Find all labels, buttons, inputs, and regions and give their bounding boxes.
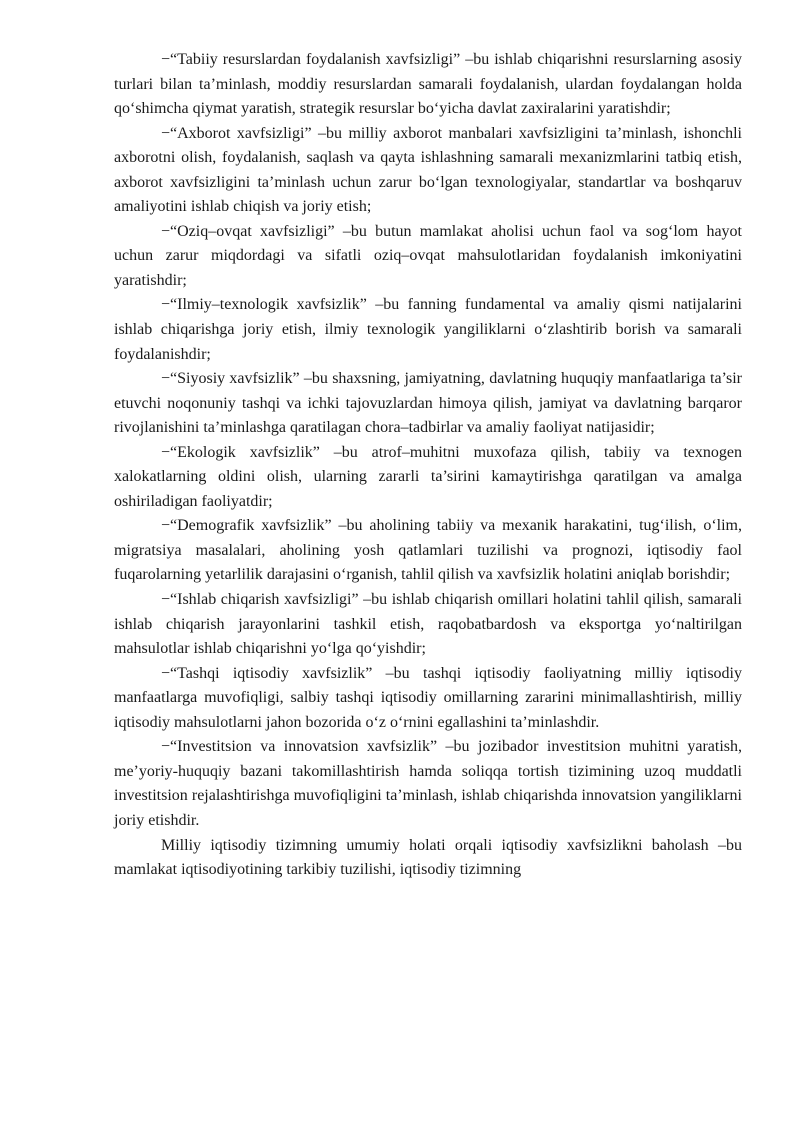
- paragraph-political-security: −“Siyosiy xavfsizlik” –bu shaxsning, jamiyatning, davlatning huquqiy manfaatlariga ta’sir etuvchi noqonuniy tashqi va ichki tajovuzlardan himoya qilish, jamiyat va davlatning barqaror rivojlanishini ta’minlashga qaratilagan chora–tadbirlar va amaliy faoliyat natijasidir;: [114, 370, 742, 437]
- paragraph-production-security: −“Ishlab chiqarish xavfsizligi” –bu ishlab chiqarish omillari holatini tahlil qilish, samarali ishlab chiqarish jarayonlarini tashkil etish, raqobatbardosh va eksportga yo‘naltirilgan mahsulotlar ishlab chiqarishni yo‘lga qo‘yishdir;: [114, 591, 742, 658]
- paragraph-demographic-security: −“Demografik xavfsizlik” –bu aholining tabiiy va mexanik harakatini, tug‘ilish, o‘lim, migratsiya masalalari, aholining yosh qatlamlari tuzilishi va prognozi, iqtisodiy faol fuqarolarning yetarlilik darajasini o‘rganish, tahlil qilish va xavfsizlik holatini aniqlab borishdir;: [114, 517, 742, 584]
- document-page: [114, 48, 742, 883]
- paragraph-investment-innovation-security: −“Investitsion va innovatsion xavfsizlik” –bu jozibador investitsion muhitni yaratish, me’yoriy-huquqiy bazani takomillashtirish hamda soliqqa tortish tizimining uzoq muddatli investitsion rejalashtirishga muvofiqligini ta’minlash, ishlab chiqarishda innovatsion yangiliklarni joriy etishdir.: [114, 738, 742, 829]
- paragraph-ecological-security: −“Ekologik xavfsizlik” –bu atrof–muhitni muxofaza qilish, tabiiy va texnogen xalokatlarning oldini olish, ularning zararli ta’sirini kamaytirishga qaratilgan va amalga oshiriladigan faoliyatdir;: [114, 443, 742, 510]
- paragraph-economic-security-assessment: Milliy iqtisodiy tizimning umumiy holati orqali iqtisodiy xavfsizlikni baholash –bu mamlakat iqtisodiyotining tarkibiy tuzilishi, iqtisodiy tizimning: [114, 836, 742, 879]
- paragraph-natural-resources-security: −“Tabiiy resurslardan foydalanish xavfsizligi” –bu ishlab chiqarishni resurslarning asosiy turlari bilan ta’minlash, moddiy resurslardan samarali foydalanish, ulardan foydalangan holda qo‘shimcha qiymat yaratish, strategik resurslar bo‘yicha davlat zaxiralarini yaratishdir;: [114, 51, 742, 118]
- paragraph-food-security: −“Oziq–ovqat xavfsizligi” –bu butun mamlakat aholisi uchun faol va sog‘lom hayot uchun zarur miqdordagi va sifatli oziq–ovqat mahsulotlaridan foydalanish imkoniyatini yaratishdir;: [114, 222, 742, 289]
- paragraph-foreign-economic-security: −“Tashqi iqtisodiy xavfsizlik” –bu tashqi iqtisodiy faoliyatning milliy iqtisodiy manfaatlarga muvofiqligi, salbiy tashqi iqtisodiy omillarning zararini minimallashtirish, milliy iqtisodiy mahsulotlarni jahon bozorida o‘z o‘rnini egallashini ta’minlashdir.: [114, 664, 742, 731]
- paragraph-scientific-technological-security: −“Ilmiy–texnologik xavfsizlik” –bu fanning fundamental va amaliy qismi natijalarini ishlab chiqarishga joriy etish, ilmiy texnologik yangiliklarni o‘zlashtirib borish va samarali foydalanishdir;: [114, 296, 742, 363]
- paragraph-information-security: −“Axborot xavfsizligi” –bu milliy axborot manbalari xavfsizligini ta’minlash, ishonchli axborotni olish, foydalanish, saqlash va qayta ishlashning samarali mexanizmlarini tatbiq etish, axborot xavfsizligini ta’minlash uchun zarur bo‘lgan texnologiyalar, standartlar va boshqaruv amaliyotini ishlab chiqish va joriy etish;: [114, 124, 742, 216]
